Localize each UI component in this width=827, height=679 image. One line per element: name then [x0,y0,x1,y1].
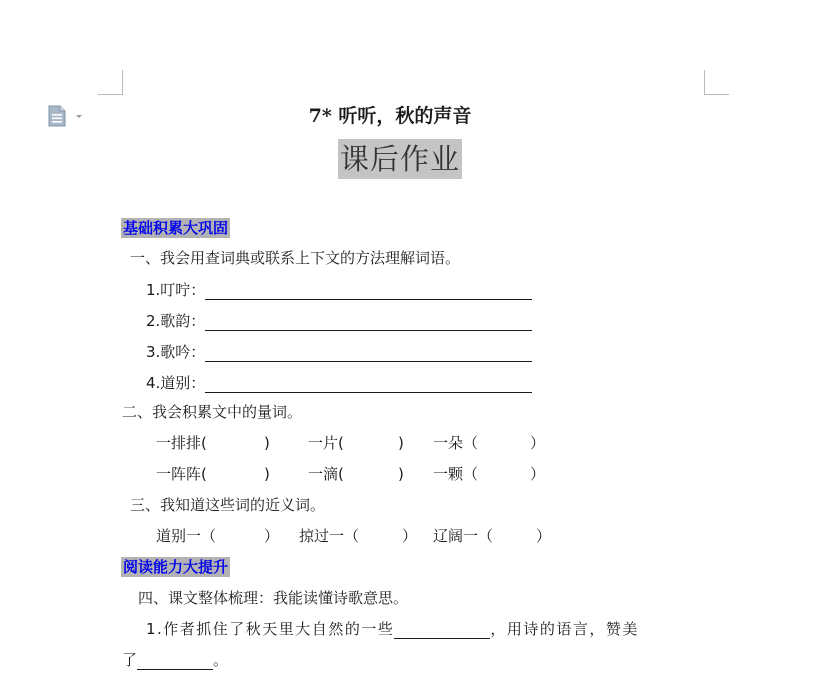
q3-close-3: ） [536,527,552,545]
q3-word-3: 辽阔一（ [433,527,494,545]
q2-row-1-word-1: 一排排( [156,434,207,452]
question-1-heading: 一、我会用查词典或联系上下文的方法理解词语。 [130,249,461,267]
q2-row-1-word-3: 一朵（ [433,434,479,452]
page-title: 7* 听听，秋的声音 [308,105,472,127]
q2-row-1-close-3: ） [530,434,546,452]
page-margin-corner-top-right [704,70,729,95]
q2-row-2-word-3: 一颗（ [433,465,479,483]
q1-item-2-blank[interactable] [205,312,532,331]
q2-row-2-close-3: ） [530,465,546,483]
q4-line-1 [146,619,639,639]
q2-row-1-close-2: ) [398,434,404,452]
q3-word-2: 掠过一（ [299,527,360,545]
q1-item-3-blank[interactable] [205,343,532,362]
q1-item-4-label: 4.道别： [146,374,206,392]
q1-item-4-blank[interactable] [205,374,532,393]
q2-row-2-close-2: ) [398,465,404,483]
q1-item-3 [146,342,532,362]
question-4-heading: 四、课文整体梳理：我能读懂诗歌意思。 [138,589,409,607]
q1-item-1-blank[interactable] [205,281,532,300]
q4-line-2-text-a: 了 [122,651,138,669]
q1-item-4 [146,373,532,393]
q1-item-1 [146,280,532,300]
q3-word-1: 道别一（ [156,527,217,545]
q2-row-1-word-2: 一片( [308,434,344,452]
q2-row-1-close-1: ) [264,434,270,452]
question-3-heading: 三、我知道这些词的近义词。 [130,496,326,514]
section-heading-basic: 基础积累大巩固 [123,219,229,237]
section-heading-reading: 阅读能力大提升 [123,558,229,576]
q2-row-2-close-1: ) [264,465,270,483]
q3-close-1: ） [264,527,280,545]
q3-close-2: ） [402,527,418,545]
q2-row-2-word-2: 一滴( [308,465,344,483]
q4-line-2-blank[interactable] [137,651,213,670]
q4-line-2 [122,650,228,670]
question-2-heading: 二、我会积累文中的量词。 [122,403,303,421]
q4-line-1-text-a: 1.作者抓住了秋天里大自然的一些 [146,620,395,638]
q1-item-2-label: 2.歌韵： [146,312,206,330]
page-subtitle: 课后作业 [338,139,462,179]
subtitle-wrap [338,139,462,179]
page-margin-corner-top-left [98,70,123,95]
q4-line-1-text-b: ，用诗的语言，赞美 [490,620,639,638]
q1-item-3-label: 3.歌吟： [146,343,206,361]
q4-line-2-text-b: 。 [213,651,229,669]
q1-item-2 [146,311,532,331]
q4-line-1-blank[interactable] [394,620,490,639]
q2-row-2-word-1: 一阵阵( [156,465,207,483]
q1-item-1-label: 1.叮咛： [146,281,206,299]
